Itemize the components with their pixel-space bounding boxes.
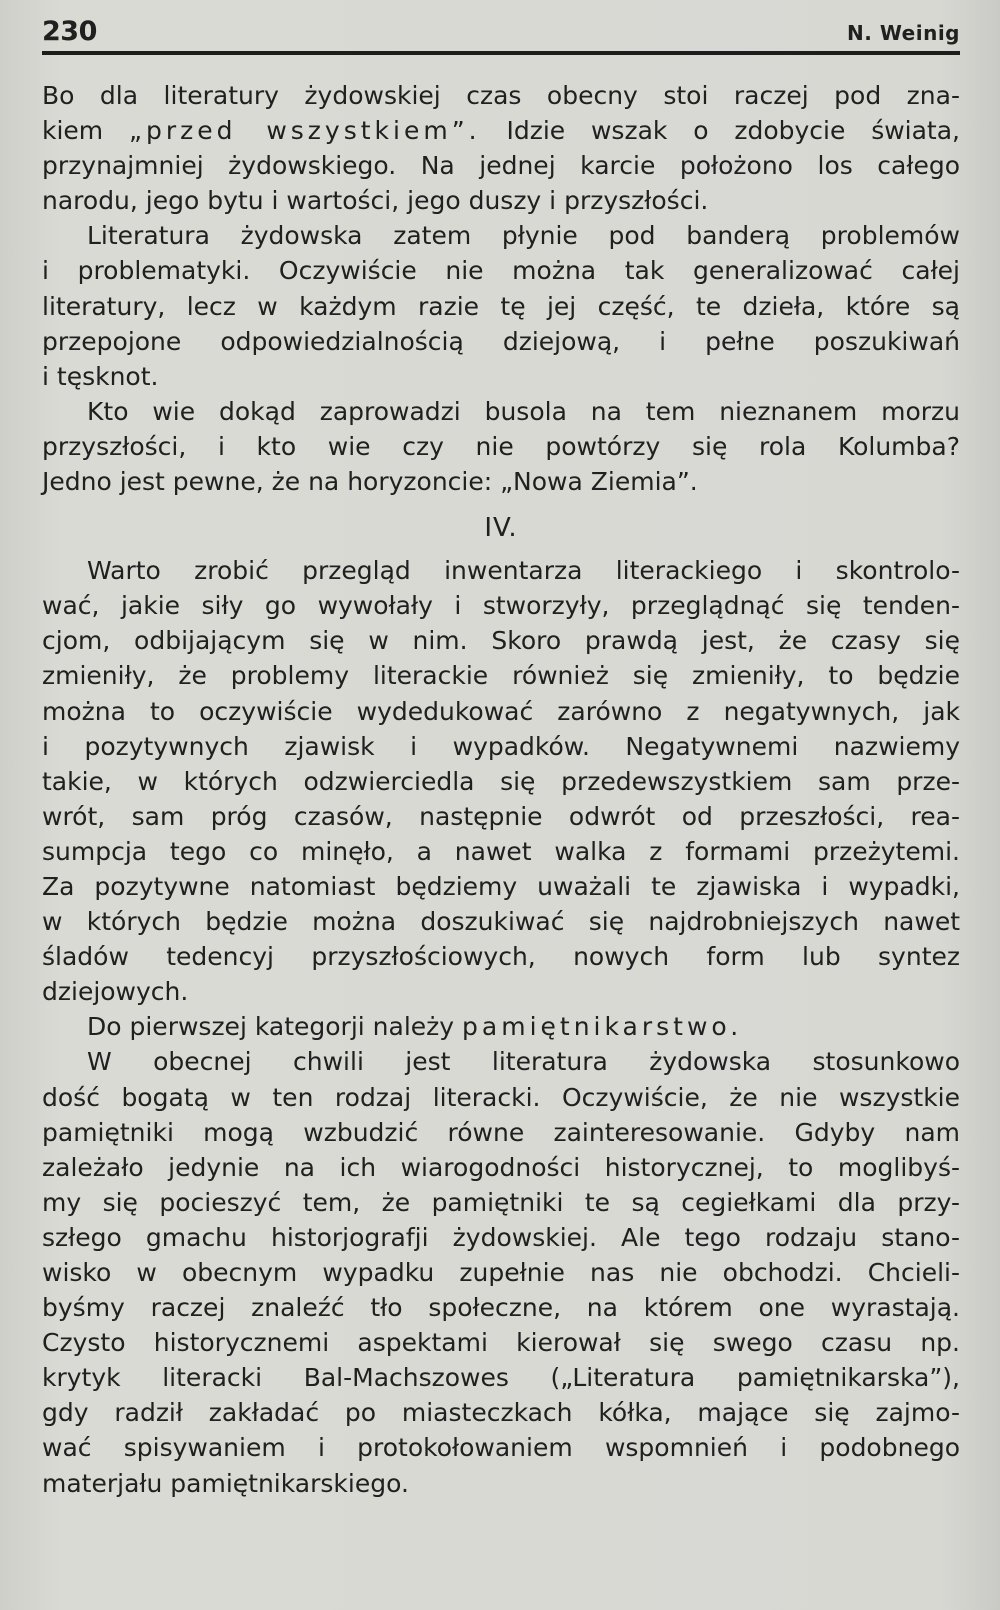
text-line: i tęsknot.	[42, 361, 159, 391]
text-line: Czysto historycznemi aspektami kierował się swego czasu np.	[42, 1328, 960, 1358]
text-line: takie, w których odzwierciedla się przedewszystkiem sam prze-	[42, 766, 960, 796]
page-header	[42, 16, 960, 56]
text-line: wisko w obecnym wypadku zupełnie nas nie obchodzi. Chcieli-	[42, 1258, 960, 1287]
text-line: Jedno jest pewne, że na horyzoncie: „Nowa Ziemia”.	[42, 467, 698, 497]
text-line: my się pocieszyć tem, że pamiętniki te są cegiełkami dla przy-	[42, 1187, 960, 1217]
text-line: śladów tedencyj przyszłościowych, nowych form lub syntez	[42, 942, 960, 972]
text-line: Kto wie dokąd zaprowadzi busola na tem nieznanem morzu	[87, 396, 960, 426]
text-line: literatury, lecz w każdym razie tę jej część, te dzieła, które są	[42, 291, 960, 321]
running-head-author: N. Weinig	[847, 21, 960, 45]
body-text	[42, 78, 960, 1501]
text-line: gdy radził zakładać po miasteczkach kółka, mające się zajmo-	[42, 1398, 960, 1428]
text-line	[42, 113, 960, 148]
text-line: przynajmniej żydowskiego. Na jednej karcie położono los całego	[42, 151, 960, 181]
text-line: krytyk literacki Bal-Machszowes („Literatura pamiętnikarska”),	[42, 1363, 960, 1393]
text-line: zależało jedynie na ich wiarogodności historycznej, to moglibyś-	[42, 1152, 960, 1182]
text-line: Za pozytywne natomiast będziemy uważali te zjawiska i wypadki,	[42, 871, 960, 901]
text-line: i problematyki. Oczywiście nie można tak generalizować całej	[42, 256, 960, 286]
text-line: Bo dla literatury żydowskiej czas obecny stoi raczej pod zna-	[42, 81, 960, 110]
text-line: można to oczywiście wydedukować zarówno z negatywnych, jak	[42, 696, 960, 726]
text-fragment: kiem	[42, 116, 104, 146]
text-fragment: Do pierwszej kategorji należy	[87, 1012, 455, 1042]
page-number: 230	[42, 16, 97, 47]
header-rule	[42, 51, 960, 55]
text-line: W obecnej chwili jest literatura żydowska stosunkowo	[87, 1047, 960, 1077]
text-line: zmieniły, że problemy literackie również się zmieniły, to będzie	[42, 661, 960, 691]
text-line: wać spisywaniem i protokołowaniem wspomnień i podobnego	[42, 1433, 960, 1463]
emphasized-text: „przed wszystkiem”.	[129, 116, 481, 146]
text-line: dość bogatą w ten rodzaj literacki. Oczywiście, że nie wszystkie	[42, 1082, 960, 1112]
text-line: materjału pamiętnikarskiego.	[42, 1468, 409, 1498]
text-line: Literatura żydowska zatem płynie pod banderą problemów	[87, 221, 960, 251]
text-line: i pozytywnych zjawisk i wypadków. Negatywnemi nazwiemy	[42, 731, 960, 761]
text-line: przyszłości, i kto wie czy nie powtórzy się rola Kolumba?	[42, 431, 960, 461]
section-heading: IV.	[484, 513, 518, 544]
text-line: w których będzie można doszukiwać się najdrobniejszych nawet	[42, 907, 960, 937]
text-line: byśmy raczej znaleźć tło społeczne, na którem one wyrastają.	[42, 1293, 960, 1323]
text-line: pamiętniki mogą wzbudzić równe zainteresowanie. Gdyby nam	[42, 1117, 960, 1147]
text-line: szłego gmachu historjografji żydowskiej. Ale tego rodzaju stano-	[42, 1222, 960, 1252]
text-line: przepojone odpowiedzialnością dziejową, i pełne poszukiwań	[42, 326, 960, 356]
text-line: sumpcja tego co minęło, a nawet walka z formami przeżytemi.	[42, 836, 960, 866]
text-line: wać, jakie siły go wywołały i stworzyły, przeglądnąć się tenden-	[42, 591, 960, 621]
text-fragment: Idzie wszak o zdobycie świata,	[506, 116, 961, 146]
text-line: Warto zrobić przegląd inwentarza literackiego i skontrolo-	[87, 556, 960, 586]
text-line: cjom, odbijającym się w nim. Skoro prawdą jest, że czasy się	[42, 626, 960, 656]
text-line: dziejowych.	[42, 977, 189, 1007]
emphasized-text: pamiętnikarstwo.	[462, 1012, 743, 1042]
text-line: wrót, sam próg czasów, następnie odwrót od przeszłości, rea-	[42, 801, 960, 831]
text-line	[42, 1009, 960, 1044]
text-line: narodu, jego bytu i wartości, jego duszy i przyszłości.	[42, 186, 709, 216]
